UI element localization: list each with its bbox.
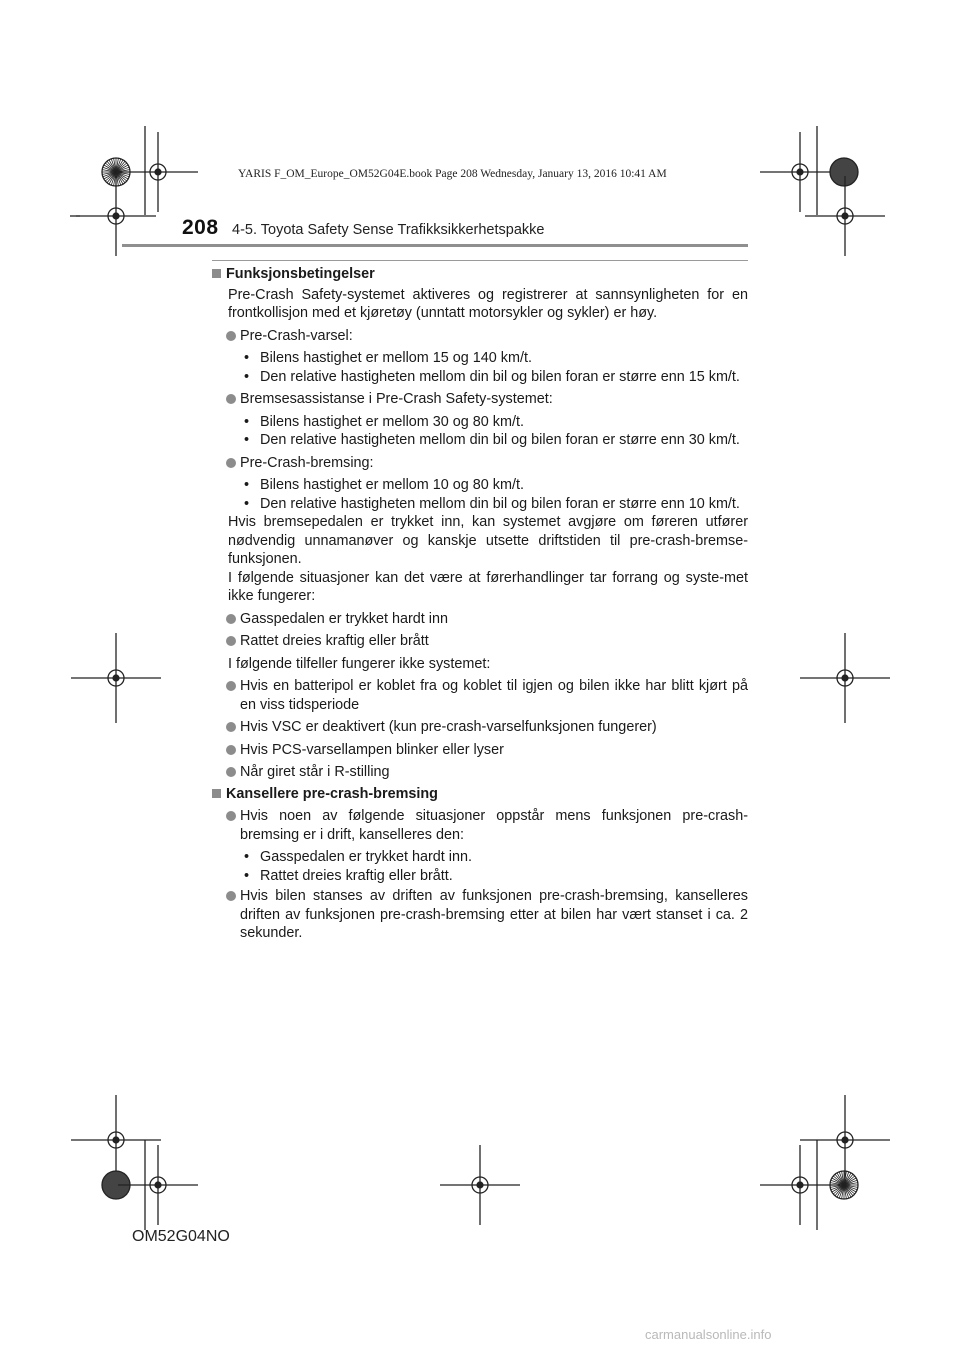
section-square-icon <box>212 269 221 278</box>
document-code: OM52G04NO <box>132 1228 230 1245</box>
bullet-dot-icon <box>226 767 236 777</box>
bullet-text: Hvis noen av følgende situasjoner oppstår mens funksjonen pre-crash-bremsing er i drift, kanselleres den: <box>240 808 748 843</box>
not-working-bullet <box>212 763 748 782</box>
condition-list <box>212 413 748 450</box>
section-title-text: Kansellere pre-crash-bremsing <box>226 785 438 802</box>
not-working-bullet <box>212 741 748 760</box>
override-bullet <box>212 632 748 651</box>
bullet-text: Hvis bilen stanses av driften av funksjonen pre-crash-bremsing, kanselleres driften av funksjonen pre-crash-bremsing etter at bilen har vært stanset i ca. 2 sekunder. <box>240 888 748 941</box>
bullet-dot-icon <box>226 811 236 821</box>
registration-solid-circle <box>830 158 858 186</box>
bullet-dot-icon <box>226 722 236 732</box>
header-rule-thin <box>212 260 748 261</box>
page-content <box>212 265 748 943</box>
list-item-text: Gasspedalen er trykket hardt inn. <box>260 849 472 865</box>
not-working-bullet <box>212 677 748 714</box>
bullet-dot-icon <box>226 614 236 624</box>
cancel-list <box>212 848 748 885</box>
bullet-text: Gasspedalen er trykket hardt inn <box>240 610 448 627</box>
print-info: YARIS F_OM_Europe_OM52G04E.book Page 208 Wednesday, January 13, 2016 10:41 AM <box>238 168 667 180</box>
watermark: carmanualsonline.info <box>645 1327 772 1342</box>
list-item-text: Den relative hastigheten mellom din bil og bilen foran er større enn 30 km/t. <box>260 432 740 448</box>
bullet-text: Hvis VSC er deaktivert (kun pre-crash-varselfunksjonen fungerer) <box>240 719 657 735</box>
list-item-text: Bilens hastighet er mellom 30 og 80 km/t. <box>260 413 524 430</box>
cancel-bullet <box>212 807 748 844</box>
list-item: • Den relative hastigheten mellom din bil og bilen foran er større enn 10 km/t. <box>244 495 740 512</box>
bullet-dot-icon <box>226 394 236 404</box>
chapter-title: 4-5. Toyota Safety Sense Trafikksikkerhetspakke <box>232 222 545 238</box>
condition-group-title: Pre-Crash-varsel: <box>240 327 353 344</box>
condition-list <box>212 476 748 513</box>
bullet-dot-icon <box>226 636 236 646</box>
section-title-text: Funksjonsbetingelser <box>226 266 375 282</box>
list-item: • Rattet dreies kraftig eller brått. <box>244 867 453 884</box>
bullet-text: Hvis en batteripol er koblet fra og koblet til igjen og bilen ikke har blitt kjørt på en viss tidsperiode <box>240 678 748 713</box>
override-bullet <box>212 610 748 629</box>
bullet-dot-icon <box>226 458 236 468</box>
header-rule <box>122 244 748 247</box>
list-item: • Bilens hastighet er mellom 15 og 140 km/t. <box>244 350 532 366</box>
page-number: 208 <box>182 216 219 239</box>
bullet-dot-icon <box>226 331 236 341</box>
list-item: • Gasspedalen er trykket hardt inn. <box>244 849 472 865</box>
list-item-text: Den relative hastigheten mellom din bil og bilen foran er større enn 15 km/t. <box>260 368 740 385</box>
list-item: • Den relative hastigheten mellom din bil og bilen foran er større enn 30 km/t. <box>244 432 740 448</box>
list-item: • Bilens hastighet er mellom 10 og 80 km/t. <box>244 477 524 493</box>
list-item: • Den relative hastigheten mellom din bil og bilen foran er større enn 15 km/t. <box>244 368 740 385</box>
bullet-text: Når giret står i R-stilling <box>240 764 390 780</box>
bullet-text: Rattet dreies kraftig eller brått <box>240 633 429 649</box>
section-title-cancel-braking <box>212 785 748 804</box>
bullet-text: Hvis PCS-varsellampen blinker eller lyser <box>240 741 504 758</box>
override-paragraph: Hvis bremsepedalen er trykket inn, kan systemet avgjøre om føreren utfører nødvendig unnamanøver og kanskje utsette driftstiden til pre-crash-bremse-funksjonen. <box>228 514 748 567</box>
intro-paragraph: Pre-Crash Safety-systemet aktiveres og registrerer at sannsynligheten for en frontkollisjon med et kjøretøy (unntatt motorsykler og sykler) er høy. <box>228 286 748 321</box>
bullet-dot-icon <box>226 681 236 691</box>
override-paragraph-2: I følgende situasjoner kan det være at førerhandlinger tar forrang og syste-met ikke fungerer: <box>228 569 748 604</box>
condition-group-title: Pre-Crash-bremsing: <box>240 454 374 471</box>
list-item-text: Rattet dreies kraftig eller brått. <box>260 867 453 884</box>
bullet-dot-icon <box>226 745 236 755</box>
cancel-bullet <box>212 887 748 943</box>
condition-group-title: Bremsesassistanse i Pre-Crash Safety-systemet: <box>240 391 553 407</box>
bullet-dot-icon <box>226 891 236 901</box>
section-title-operating-conditions <box>212 265 748 284</box>
list-item-text: Bilens hastighet er mellom 15 og 140 km/t. <box>260 350 532 366</box>
condition-list <box>212 349 748 386</box>
condition-group <box>212 454 748 473</box>
list-item: • Bilens hastighet er mellom 30 og 80 km/t. <box>244 413 524 430</box>
condition-group <box>212 390 748 409</box>
not-working-paragraph: I følgende tilfeller fungerer ikke systemet: <box>228 655 491 672</box>
not-working-bullet <box>212 718 748 737</box>
list-item-text: Den relative hastigheten mellom din bil og bilen foran er større enn 10 km/t. <box>260 495 740 512</box>
section-square-icon <box>212 789 221 798</box>
list-item-text: Bilens hastighet er mellom 10 og 80 km/t. <box>260 477 524 493</box>
condition-group <box>212 327 748 346</box>
